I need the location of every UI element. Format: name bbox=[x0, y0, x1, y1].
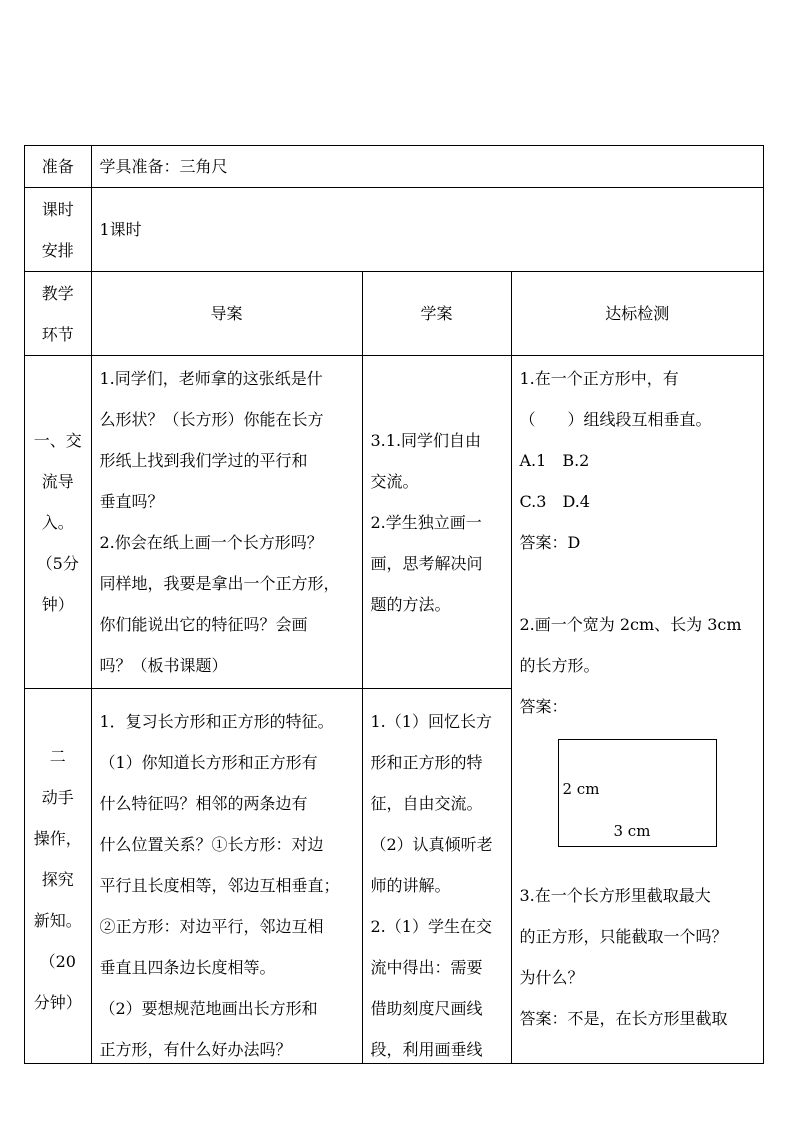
check-q2-line2: 的长方形。 bbox=[519, 656, 600, 675]
lesson-plan-table bbox=[25, 146, 763, 1064]
section2-study: 1.（1）回忆长方 形和正方形的特 征，自由交流。 （2）认真倾听老 师的讲解。 2.（1）学生在交 流中得出：需要 借助刻度尺画线 段，利用画垂线 bbox=[362, 689, 511, 1065]
time-label: 课时 安排 bbox=[25, 188, 91, 272]
check-q1-answer: 答案：D bbox=[519, 533, 581, 552]
check-q2-line1: 2.画一个宽为 2cm、长为 3cm bbox=[519, 615, 742, 634]
time-row bbox=[25, 188, 763, 272]
rectangle-length-label: 3 cm bbox=[613, 822, 651, 840]
study-header: 学案 bbox=[362, 272, 511, 356]
guide-header: 导案 bbox=[91, 272, 362, 356]
prep-label: 准备 bbox=[25, 146, 91, 188]
check-content bbox=[511, 356, 763, 1065]
prep-row bbox=[25, 146, 763, 188]
prep-content: 学具准备：三角尺 bbox=[91, 146, 763, 188]
section1-guide: 1.同学们，老师拿的这张纸是什 么形状？（长方形）你能在长方 形纸上找到我们学过的平行和 垂直吗？ 2.你会在纸上画一个长方形吗？ 同样地，我要是拿出一个正方形， 你们能说出它的特征吗？会画 吗？（板书课题） bbox=[91, 356, 362, 689]
check-q2-answer: 答案： bbox=[519, 697, 568, 716]
stage-header: 教学 环节 bbox=[25, 272, 91, 356]
check-q1-options-cd: C.3 D.4 bbox=[519, 492, 590, 511]
header-row bbox=[25, 272, 763, 356]
check-spacer bbox=[520, 563, 760, 604]
check-q3-line1: 3.在一个长方形里截取最大 bbox=[519, 886, 711, 905]
check-q3-line3: 为什么？ bbox=[519, 968, 584, 987]
check-q1-line2: （ ）组线段互相垂直。 bbox=[519, 410, 712, 429]
check-q3-line2: 的正方形，只能截取一个吗？ bbox=[519, 927, 728, 946]
section1-row bbox=[25, 356, 763, 689]
check-q1-line1: 1.在一个正方形中，有 bbox=[519, 369, 679, 388]
section2-label: 二 动手 操作， 探究 新知。 （20 分钟） bbox=[25, 689, 91, 1065]
time-content: 1课时 bbox=[91, 188, 763, 272]
check-header: 达标检测 bbox=[511, 272, 763, 356]
section1-study: 3.1.同学们自由 交流。 2.学生独立画一 画，思考解决问 题的方法。 bbox=[362, 356, 511, 689]
check-q3-answer: 答案：不是，在长方形里截取 bbox=[519, 1009, 728, 1028]
lesson-plan-table-frame bbox=[24, 145, 764, 1064]
section2-guide: 1．复习长方形和正方形的特征。 （1）你知道长方形和正方形有 什么特征吗？相邻的两条边有 什么位置关系？①长方形：对边 平行且长度相等，邻边互相垂直； ②正方形：对边平行，邻边互相 垂直且四条边长度相等。 （2）要想规范地画出长方形和 正方形，有什么好办法吗？ bbox=[91, 689, 362, 1065]
check-q1-options-ab: A.1 B.2 bbox=[519, 451, 590, 470]
rectangle-figure bbox=[558, 739, 717, 847]
rectangle-width-label: 2 cm bbox=[562, 780, 600, 798]
section1-label: 一、交 流导 入。 （5分 钟） bbox=[25, 356, 91, 689]
